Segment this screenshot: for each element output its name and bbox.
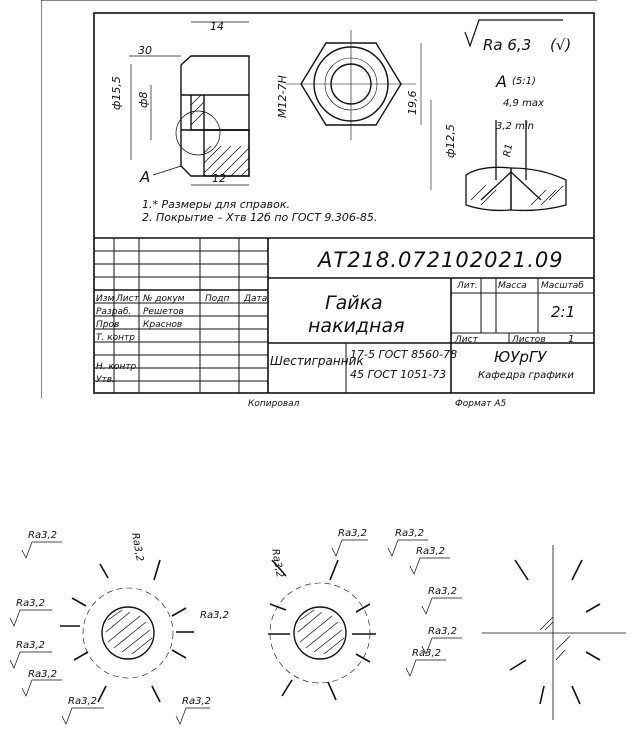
- ra-label-14: Ra3,2: [269, 548, 286, 579]
- detail-label-a: A: [496, 72, 507, 91]
- department: Кафедра графики: [478, 370, 574, 381]
- row-razrab: Разраб.: [96, 307, 132, 317]
- copied-label: Копировал: [248, 399, 300, 409]
- ra-label-7: Ra3,2: [200, 610, 229, 621]
- dim-r1: R1: [502, 142, 516, 158]
- dim-d15-5: ф15,5: [110, 76, 123, 110]
- detail-scale: (5:1): [512, 76, 536, 87]
- dim-14: 14: [210, 20, 224, 33]
- hdr-data: Дата: [244, 294, 268, 304]
- dim-d12-5: ф12,5: [444, 124, 457, 158]
- dim-thread: M12-7H: [276, 75, 289, 118]
- dim-19-6: 19,6: [406, 90, 419, 115]
- hdr-ndok: № докум: [143, 294, 185, 304]
- row-tkontr: Т. контр: [96, 333, 136, 343]
- part-name-1: Гайка: [325, 292, 383, 314]
- ra-label-9: Ra3,2: [395, 528, 424, 539]
- roughness-general: Ra 6,3: [483, 36, 532, 54]
- scale-value: 2:1: [551, 303, 576, 321]
- ra-label-3: Ra3,2: [16, 640, 45, 651]
- dim-d8: ф8: [137, 91, 150, 108]
- hdr-podp: Подп: [205, 294, 230, 304]
- hdr-list: Лист: [116, 294, 139, 304]
- material-1: Шестигранник: [270, 354, 364, 368]
- part-name-2: накидная: [308, 315, 405, 337]
- ra-label-13: Ra3,2: [412, 648, 441, 659]
- row-utv: Утв.: [96, 375, 115, 385]
- ra-label-8: Ra3,2: [338, 528, 367, 539]
- note-2: 2. Покрытие – Хтв 12б по ГОСТ 9.306-85.: [142, 211, 378, 224]
- designation: АТ218.072102021.09: [318, 248, 564, 272]
- masshtab-label: Масштаб: [541, 281, 584, 291]
- massa-label: Масса: [498, 281, 527, 291]
- sheet-label: Лист: [455, 335, 478, 345]
- ra-label-2: Ra3,2: [16, 598, 45, 609]
- name-prov: Краснов: [143, 320, 183, 330]
- ra-label-4: Ra3,2: [28, 669, 57, 680]
- ra-label-11: Ra3,2: [428, 586, 457, 597]
- row-prov: Пров: [96, 320, 120, 330]
- dim-12: 12: [212, 172, 226, 185]
- note-1: 1.* Размеры для справок.: [142, 198, 291, 211]
- ra-label-12: Ra3,2: [428, 626, 457, 637]
- view-label-a: A: [140, 168, 151, 186]
- detail-a-view: [466, 120, 566, 210]
- format-label: Формат А5: [455, 399, 507, 409]
- dim-4-9-max: 4,9 max: [503, 98, 544, 109]
- roughness-other: (√): [550, 36, 572, 54]
- ra-label-15: Ra3,2: [129, 532, 146, 563]
- material-3: 45 ГОСТ 1051-73: [350, 368, 447, 381]
- ra-label-10: Ra3,2: [416, 546, 445, 557]
- row-nkontr: Н. контр: [96, 362, 137, 372]
- sheets-value: 1: [568, 334, 575, 345]
- name-razrab: Решетов: [143, 307, 184, 317]
- organization: ЮУрГУ: [494, 348, 547, 366]
- sheets-label: Листов: [512, 335, 546, 345]
- lit-label: Лит.: [457, 281, 478, 291]
- material-2: 17-5 ГОСТ 8560-78: [350, 348, 458, 361]
- dim-chamfer-30: 30: [138, 44, 152, 57]
- dim-3-2-min: 3,2 min: [496, 121, 534, 132]
- ra-label-6: Ra3,2: [182, 696, 211, 707]
- ra-label-1: Ra3,2: [28, 530, 57, 541]
- hdr-izm: Изм: [96, 294, 115, 304]
- ra-label-5: Ra3,2: [68, 696, 97, 707]
